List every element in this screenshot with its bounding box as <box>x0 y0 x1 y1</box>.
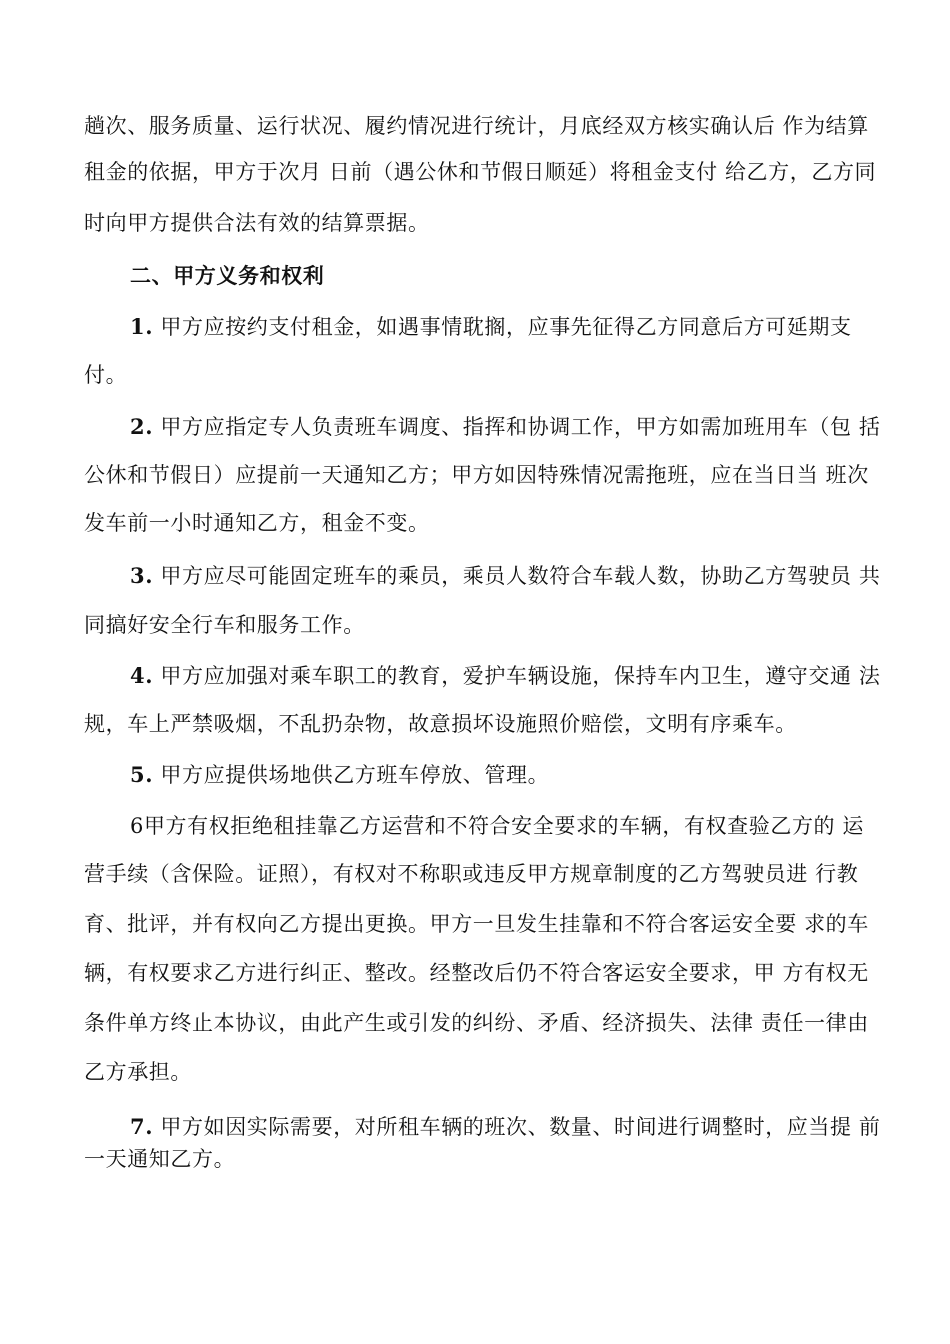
paragraph-line: 付。 <box>84 363 128 387</box>
paragraph-line: 营手续（含保险。证照），有权对不称职或违反甲方规章制度的乙方驾驶员进 行教 <box>84 862 859 886</box>
paragraph-line: 乙方承担。 <box>84 1060 192 1084</box>
list-item-5 <box>130 761 549 789</box>
paragraph-line: 一天通知乙方。 <box>84 1147 236 1171</box>
paragraph-line: 辆，有权要求乙方进行纠正、整改。经整改后仍不符合客运安全要求，甲 方有权无 <box>84 961 869 985</box>
list-item-1 <box>130 313 852 341</box>
item-text: 甲方应加强对乘车职工的教育，爱护车辆设施，保持车内卫生，遵守交通 法 <box>160 664 881 688</box>
item-text: 甲方如因实际需要，对所租车辆的班次、数量、时间进行调整时，应当提 前 <box>160 1115 881 1139</box>
paragraph-line: 条件单方终止本协议，由此产生或引发的纠纷、矛盾、经济损失、法律 责任一律由 <box>84 1011 869 1035</box>
item-text: 甲方应提供场地供乙方班车停放、管理。 <box>160 763 550 787</box>
paragraph-line: 发车前一小时通知乙方，租金不变。 <box>84 511 430 535</box>
paragraph-line: 租金的依据，甲方于次月 日前（遇公休和节假日顺延）将租金支付 给乙方，乙方同 <box>84 160 877 184</box>
list-item-4 <box>130 662 880 690</box>
item-number: 1. <box>130 314 154 339</box>
item-number: 3. <box>130 563 154 588</box>
section-heading: 二、甲方义务和权利 <box>130 263 325 288</box>
paragraph-line: 公休和节假日）应提前一天通知乙方；甲方如因特殊情况需拖班，应在当日当 班次 <box>84 463 869 487</box>
paragraph-line: 规，车上严禁吸烟，不乱扔杂物，故意损坏设施照价赔偿，文明有序乘车。 <box>84 712 797 736</box>
item-number: 2. <box>130 414 154 439</box>
paragraph-line: 趟次、服务质量、运行状况、履约情况进行统计，月底经双方核实确认后 作为结算 <box>84 114 869 138</box>
list-item-7 <box>130 1113 880 1141</box>
item-text: 甲方应指定专人负责班车调度、指挥和协调工作，甲方如需加班用车（包 括 <box>160 415 881 439</box>
item-number: 4. <box>130 663 154 688</box>
paragraph-line: 同搞好安全行车和服务工作。 <box>84 613 365 637</box>
list-item-6: 6甲方有权拒绝租挂靠乙方运营和不符合安全要求的车辆，有权查验乙方的 运 <box>130 814 865 838</box>
item-number: 7. <box>130 1114 154 1139</box>
paragraph-line: 时向甲方提供合法有效的结算票据。 <box>84 211 430 235</box>
item-number: 5. <box>130 762 154 787</box>
item-text: 甲方应尽可能固定班车的乘员，乘员人数符合车载人数，协助乙方驾驶员 共 <box>160 564 881 588</box>
paragraph-line: 育、批评，并有权向乙方提出更换。甲方一旦发生挂靠和不符合客运安全要 求的车 <box>84 912 869 936</box>
item-text: 甲方应按约支付租金，如遇事情耽搁，应事先征得乙方同意后方可延期支 <box>160 315 852 339</box>
list-item-2 <box>130 413 880 441</box>
list-item-3 <box>130 562 880 590</box>
